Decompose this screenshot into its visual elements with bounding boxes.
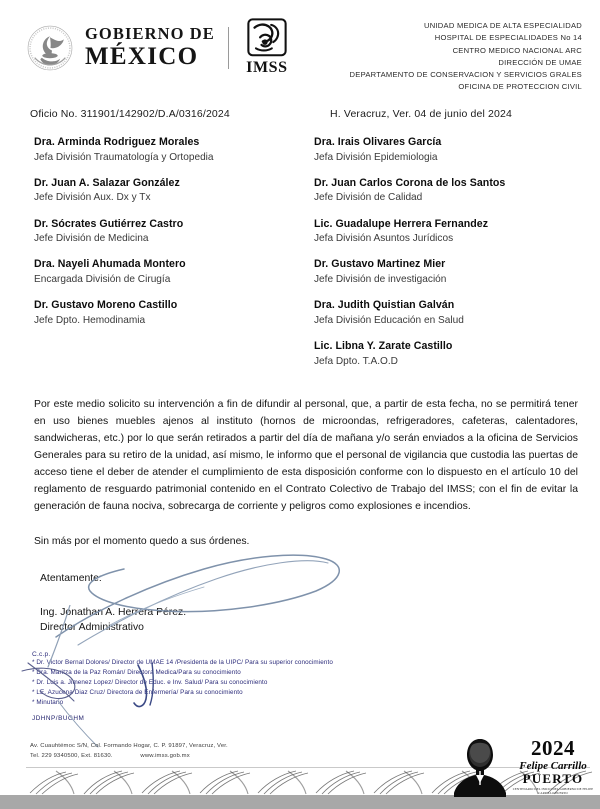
imss-logo-icon: [246, 18, 288, 58]
recipient-title: Jefe División de investigación: [314, 274, 447, 286]
recipient-title: Jefa División Asuntos Jurídicos: [314, 233, 454, 245]
ccp-item: * Minutario: [32, 699, 64, 707]
recipient-entry: [34, 258, 300, 286]
recipient-title: Jefe Dpto. Hemodinamia: [34, 315, 146, 327]
recipient-name: Dr. Sócrates Gutiérrez Castro: [34, 217, 184, 230]
recipient-entry: [34, 218, 300, 246]
felipe-carrillo-puerto-emblem: [450, 735, 596, 797]
emblem-text-block: [510, 735, 596, 795]
footer-address: [30, 741, 228, 761]
government-wordmark: [85, 26, 215, 69]
recipient-name: Dra. Nayeli Ahumada Montero: [34, 258, 186, 271]
emblem-year: 2024: [531, 735, 575, 760]
ccp-item: * LE. Azucena Diaz Cruz/ Directora de Enfermería/ Para su conocimiento: [32, 689, 243, 697]
signer-name: Ing. Jonathan A. Herrera Pérez.: [40, 606, 187, 618]
recipient-entry: [314, 218, 580, 246]
recipient-entry: [314, 177, 580, 205]
oficio-number: Oficio No. 311901/142902/D.A/0316/2024: [30, 107, 230, 120]
portrait-silhouette-icon: [450, 735, 510, 797]
org-line: DEPARTAMENTO DE CONSERVACION Y SERVICIOS GRALES: [349, 70, 582, 80]
document-footer: [0, 735, 600, 809]
org-line: OFICINA DE PROTECCION CIVIL: [458, 82, 582, 92]
carbon-copy-section: [0, 635, 600, 722]
signer-identity: [40, 606, 566, 636]
author-initials: JDHNP/BUGHM: [32, 715, 85, 723]
emblem-subtitle: CENTENARIO DEL INICIO DEL GOBIERNO DE FELIPE CARRILLO PUERTO: [512, 786, 594, 795]
recipient-title: Jefe División Aux. Dx y Tx: [34, 192, 151, 204]
footer-phone: Tel. 229 9340500, Ext. 81630.: [30, 753, 113, 760]
document-header: [0, 0, 600, 94]
recipients-section: [0, 120, 600, 381]
emblem-name-line-1: Felipe Carrillo: [519, 759, 587, 772]
gobierno-line-2: MÉXICO: [85, 42, 199, 70]
ccp-item: * Dr. Victor Bernal Dolores/ Director de UMAE 14 /Presidenta de la UIPC/ Para su superior conocimiento: [32, 659, 333, 667]
recipient-name: Dra. Judith Quistian Galván: [314, 299, 455, 312]
ccp-heading: C.c.p.: [32, 651, 51, 659]
recipient-name: Dr. Gustavo Moreno Castillo: [34, 299, 178, 312]
recipient-name: Dr. Juan Carlos Corona de los Santos: [314, 176, 506, 189]
recipient-title: Jefa División Epidemiologia: [314, 151, 438, 163]
recipient-name: Dra. Arminda Rodriguez Morales: [34, 135, 200, 148]
recipient-title: Jefe División de Medicina: [34, 233, 149, 245]
recipient-name: Lic. Guadalupe Herrera Fernandez: [314, 217, 489, 230]
emblem-name-line-2: PUERTO: [522, 771, 584, 787]
letter-body-paragraph: Por este medio solicito su intervención a fin de difundir al personal, que, a partir de esta fecha, no se permitirá tener en uso bienes muebles ajenos al instituto (hornos de microondas, refrigeradores, cafeteras, calentadores, sandwicheras, etc.) por lo que serán retirados a partir del día de mañana y/o serán enviados a la oficina de Servicios Generales para su retiro de la unidad, así mismo, le informo que el personal de vigilancia que custodia las puertas de acceso tiene el deber de atender el cumplimiento de esta disposición conforme con lo dispuesto en el artículo 10 del reglamento de resguardo patrimonial contenido en el Contrato Colectivo de Trabajo del IMSS; con el fin de evitar la generación de fauna nociva, sobrecarga de corriente y peligros como explosiones e incendios.: [34, 399, 578, 512]
org-line: HOSPITAL DE ESPECIALIDADES No 14: [434, 33, 582, 43]
org-line: CENTRO MEDICO NACIONAL ARC: [452, 45, 582, 55]
recipient-title: Jefa Dpto. T.A.O.D: [314, 356, 398, 367]
government-branding: [24, 12, 288, 77]
imss-wordmark: IMSS: [246, 59, 288, 76]
org-line: UNIDAD MEDICA DE ALTA ESPECIALIDAD: [423, 21, 582, 30]
oficio-meta-row: [0, 94, 600, 120]
recipients-column-left: [34, 136, 300, 381]
brand-divider: [228, 27, 229, 69]
footer-contact-line: [30, 751, 228, 761]
footer-gray-band: [0, 795, 600, 809]
recipient-name: Dra. Irais Olivares García: [314, 135, 442, 148]
letter-closing-line: Sin más por el momento quedo a sus órdenes.: [34, 535, 250, 547]
signature-block: [0, 547, 600, 636]
mexican-eagle-seal-icon: [24, 25, 76, 71]
footer-address-line-1: Av. Cuauhtémoc S/N, Col. Formando Hogar, C. P. 91897, Veracruz, Ver.: [30, 743, 228, 749]
recipient-entry: [314, 340, 580, 368]
gobierno-line-1: GOBIERNO DE: [85, 24, 215, 44]
signer-position: Director Administrativo: [40, 621, 144, 633]
recipient-name: Dr. Gustavo Martinez Mier: [314, 258, 446, 271]
recipients-column-right: [300, 136, 580, 381]
oficio-place-date: H. Veracruz, Ver. 04 de junio del 2024: [330, 107, 512, 120]
recipient-entry: [34, 136, 300, 164]
recipient-title: Jefe División de Calidad: [314, 192, 423, 204]
signature-salutation: Atentamente:: [40, 572, 102, 584]
recipient-entry: [314, 258, 580, 286]
recipient-entry: [314, 136, 580, 164]
recipient-title: Jefa División Traumatología y Ortopedia: [34, 151, 214, 163]
footer-website[interactable]: www.imss.gob.mx: [140, 753, 190, 760]
recipient-title: Jefa División Educación en Salud: [314, 315, 464, 327]
imss-branding: [246, 18, 288, 77]
ccp-item: * Dra. Maritza de la Paz Román/ Directora Medica/Para su conocimiento: [32, 669, 241, 677]
org-line: DIRECCIÓN DE UMAE: [498, 57, 582, 67]
recipient-name: Lic. Libna Y. Zarate Castillo: [314, 340, 453, 353]
ccp-item: * Dr. Luis a. Jimenez Lopez/ Director de Educ. e Inv. Salud/ Para su conocimiento: [32, 679, 268, 687]
organization-header-lines: [350, 12, 582, 94]
recipient-title: Encargada División de Cirugía: [34, 274, 171, 286]
recipient-entry: [314, 299, 580, 327]
recipient-name: Dr. Juan A. Salazar González: [34, 176, 180, 189]
recipient-entry: [34, 177, 300, 205]
recipient-entry: [34, 299, 300, 327]
